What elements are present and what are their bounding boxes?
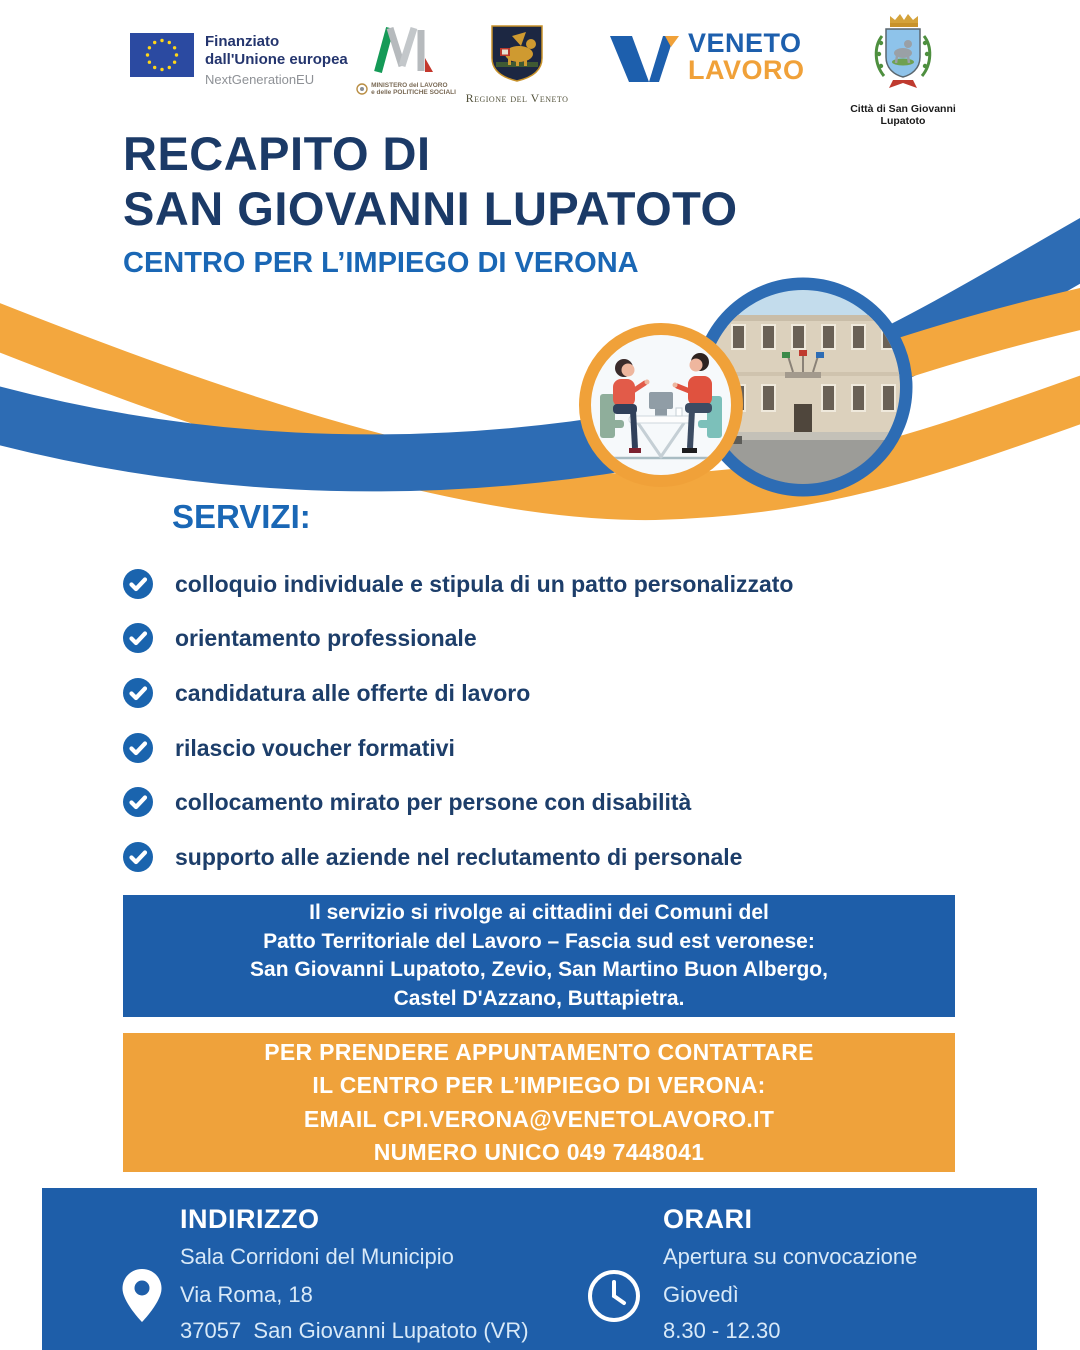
info-line: Castel D'Azzano, Buttapietra. (393, 986, 685, 1010)
eu-funding-text (205, 33, 348, 89)
services-heading: SERVIZI: (172, 498, 311, 535)
check-circle-icon (123, 678, 153, 708)
service-label: collocamento mirato per persone con disabilità (175, 788, 692, 815)
regione-veneto-logo (458, 24, 576, 106)
service-label: colloquio individuale e stipula di un patto personalizzato (175, 570, 794, 597)
service-label: orientamento professionale (175, 624, 477, 651)
service-item (123, 677, 963, 709)
contact-line: NUMERO UNICO 049 7448041 (373, 1139, 705, 1165)
check-circle-icon (123, 842, 153, 872)
check-circle-icon (123, 787, 153, 817)
ministero-monogram-icon (369, 24, 443, 74)
info-line: San Giovanni Lupatoto, Zevio, San Martino Buon Albergo, (250, 958, 828, 981)
contact-line: IL CENTRO PER L’IMPIEGO DI VERONA: (312, 1072, 766, 1098)
service-label: supporto alle aziende nel reclutamento di personale (175, 843, 743, 870)
building-photo-circle (693, 277, 913, 500)
info-line: Il servizio si rivolge ai cittadini dei Comuni del (309, 901, 769, 924)
contact-box (123, 1033, 955, 1172)
address-line: 37057 San Giovanni Lupatoto (VR) (180, 1318, 529, 1343)
regione-veneto-crest-icon (490, 24, 544, 82)
interview-illustration (600, 353, 722, 458)
catchment-info-box (123, 895, 955, 1017)
hours-heading: ORARI (663, 1204, 753, 1234)
comune-caption: Città di San Giovanni Lupatoto (850, 103, 956, 127)
ministero-lavoro-logo (348, 24, 464, 96)
address-heading: INDIRIZZO (180, 1204, 320, 1234)
clock-icon (586, 1268, 642, 1329)
veneto-lavoro-wordmark (688, 30, 805, 84)
footer (42, 1188, 1037, 1350)
service-item (123, 841, 963, 873)
address-line: Via Roma, 18 (180, 1282, 313, 1307)
page-title-line1: RECAPITO DI (123, 127, 431, 180)
check-circle-icon (123, 733, 153, 763)
check-circle-icon (123, 569, 153, 599)
hours-line: Giovedì (663, 1282, 739, 1307)
page-subtitle: CENTRO PER L’IMPIEGO DI VERONA (123, 247, 639, 279)
repubblica-emblem-icon (356, 83, 368, 95)
comune-logo (833, 10, 973, 127)
interview-illustration-circle (585, 329, 737, 481)
veneto-lavoro-line2: LAVORO (688, 55, 805, 85)
veneto-lavoro-logo (608, 30, 805, 88)
eu-flag-icon (130, 33, 194, 77)
comune-crest-icon (869, 10, 937, 92)
contact-line: EMAIL CPI.VERONA@VENETOLAVORO.IT (303, 1105, 775, 1132)
service-item (123, 786, 963, 818)
regione-caption: Regione del Veneto (465, 91, 569, 105)
municipio-building-photo (693, 277, 913, 500)
service-label: rilascio voucher formativi (175, 734, 455, 761)
eu-text-line3: NextGenerationEU (205, 72, 315, 87)
contact-line: PER PRENDERE APPUNTAMENTO CONTATTARE (264, 1038, 814, 1065)
eu-text-line1: Finanziato (205, 33, 280, 50)
info-line: Patto Territoriale del Lavoro – Fascia sud est veronese: (263, 929, 815, 953)
ministero-caption (348, 82, 464, 96)
service-item (123, 732, 963, 764)
orange-ribbon (0, 312, 1080, 497)
ministero-caption-line1: MINISTERO del LAVORO (371, 82, 448, 89)
eu-funding-logo (130, 33, 348, 89)
check-circle-icon (123, 623, 153, 653)
address-line: Sala Corridoni del Municipio (180, 1244, 454, 1269)
page-title-line2: SAN GIOVANNI LUPATOTO (123, 182, 738, 235)
hours-line: Apertura su convocazione (663, 1244, 918, 1269)
location-pin-icon (121, 1268, 163, 1329)
veneto-lavoro-mark-icon (608, 30, 680, 88)
service-label: candidatura alle offerte di lavoro (175, 679, 531, 706)
ministero-caption-line2: e delle POLITICHE SOCIALI (371, 89, 456, 96)
veneto-lavoro-line1: VENETO (688, 28, 802, 58)
logo-strip (0, 0, 1080, 125)
eu-text-line2: dall'Unione europea (205, 51, 348, 68)
service-item (123, 622, 963, 654)
hours-line: 8.30 - 12.30 (663, 1318, 781, 1343)
orange-ribbon-upper (860, 300, 1080, 372)
service-item (123, 568, 963, 600)
